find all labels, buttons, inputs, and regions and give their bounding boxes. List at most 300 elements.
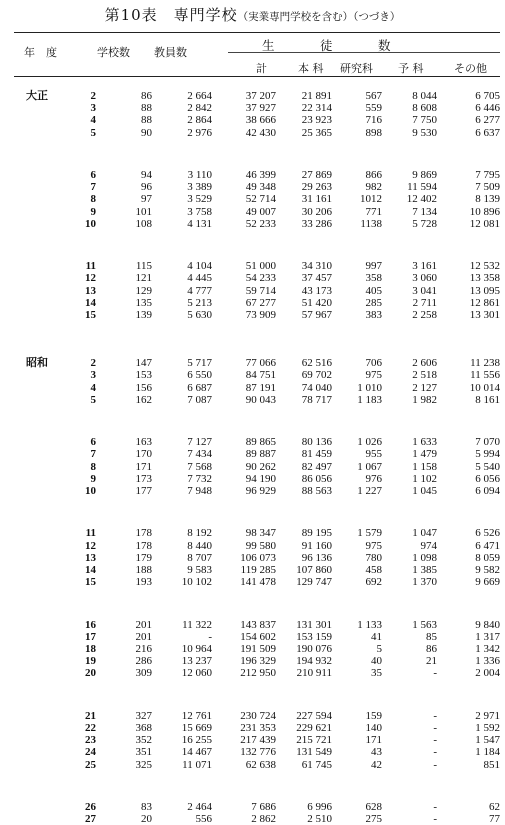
row-year: 4: [90, 114, 96, 127]
row-teachers: 3 758: [187, 205, 212, 218]
row-other: 9 582: [475, 564, 500, 577]
row-schools: 20: [141, 813, 152, 825]
row-era: [14, 710, 48, 722]
row-year: 27: [85, 813, 96, 825]
table-title: [0, 4, 505, 25]
row-other: 12 532: [469, 260, 500, 273]
row-regular: 194 932: [296, 655, 332, 668]
group-spacer: [14, 139, 500, 169]
table-row: [14, 734, 500, 746]
row-schools: 368: [135, 722, 152, 735]
header-regular: 本 科: [298, 62, 324, 75]
row-research: 976: [365, 472, 382, 485]
row-research: 5: [376, 643, 382, 656]
row-research: 780: [365, 551, 382, 564]
row-preparatory: -: [433, 722, 437, 735]
row-other: 6 277: [475, 114, 500, 127]
row-regular: 34 310: [301, 260, 332, 273]
row-schools: 163: [135, 436, 152, 449]
row-teachers: 4 445: [187, 272, 212, 285]
row-total: 99 580: [245, 539, 276, 552]
row-era: [14, 540, 48, 552]
row-research: 1012: [360, 193, 382, 206]
row-year: 4: [90, 381, 96, 394]
row-schools: 178: [135, 539, 152, 552]
row-schools: 216: [135, 643, 152, 656]
row-regular: 22 314: [301, 102, 332, 115]
row-era: [14, 734, 48, 746]
row-regular: 82 497: [301, 460, 332, 473]
row-regular: 33 286: [301, 217, 332, 230]
row-total: 89 887: [245, 448, 276, 461]
row-other: 7 509: [475, 181, 500, 194]
row-total: 7 686: [251, 801, 276, 814]
table-row: [14, 801, 500, 813]
row-schools: 108: [135, 217, 152, 230]
row-total: 119 285: [240, 564, 276, 577]
row-schools: 86: [141, 90, 152, 102]
row-schools: 309: [135, 667, 152, 680]
row-era: [14, 461, 48, 473]
row-research: 405: [365, 284, 382, 297]
row-schools: 90: [141, 126, 152, 139]
row-era: [14, 619, 48, 631]
row-year: 11: [85, 527, 96, 540]
row-era: [14, 813, 48, 825]
row-teachers: 8 192: [187, 527, 212, 540]
row-preparatory: 1 385: [412, 564, 437, 577]
row-year: 3: [90, 102, 96, 115]
row-year: 2: [90, 357, 96, 370]
row-schools: 101: [135, 205, 152, 218]
row-era: 大正: [26, 90, 48, 102]
table-row: [14, 193, 500, 205]
row-other: 1 342: [475, 643, 500, 656]
row-total: 49 348: [245, 181, 276, 194]
row-research: 692: [365, 576, 382, 589]
row-total: 143 837: [240, 618, 276, 631]
row-research: 1 183: [357, 393, 382, 406]
table-row: [14, 218, 500, 230]
row-research: 159: [365, 709, 382, 722]
row-era: [14, 655, 48, 667]
group-spacer: [14, 321, 500, 357]
row-preparatory: 86: [426, 643, 437, 656]
row-research: 866: [365, 169, 382, 181]
row-other: 851: [483, 758, 500, 771]
row-other: 13 095: [469, 284, 500, 297]
row-other: 1 336: [475, 655, 500, 668]
row-other: 12 081: [469, 217, 500, 230]
row-research: 1 579: [357, 527, 382, 540]
row-year: 25: [85, 758, 96, 771]
row-era: [14, 527, 48, 539]
row-other: 2 971: [475, 709, 500, 722]
row-year: 22: [85, 722, 96, 735]
header-research: 研究科: [340, 62, 373, 75]
row-total: 46 399: [245, 169, 276, 181]
row-regular: 61 745: [301, 758, 332, 771]
table-row: [14, 710, 500, 722]
row-research: 716: [365, 114, 382, 127]
row-research: 383: [365, 309, 382, 322]
row-total: 191 509: [240, 643, 276, 656]
row-regular: 62 516: [301, 357, 332, 370]
row-era: [14, 260, 48, 272]
table-row: [14, 746, 500, 758]
row-preparatory: -: [433, 746, 437, 759]
row-schools: 139: [135, 309, 152, 322]
row-year: 18: [85, 643, 96, 656]
header-bottom-rule: [14, 76, 500, 77]
row-schools: 88: [141, 114, 152, 127]
group-spacer-cell: [14, 406, 500, 436]
group-spacer-cell: [14, 139, 500, 169]
row-teachers: 12 761: [181, 709, 212, 722]
row-schools: 173: [135, 472, 152, 485]
row-teachers: 2 976: [187, 126, 212, 139]
table-row: [14, 564, 500, 576]
row-total: 52 233: [245, 217, 276, 230]
table-row: [14, 309, 500, 321]
row-schools: 327: [135, 709, 152, 722]
row-era: [14, 369, 48, 381]
row-research: 898: [365, 126, 382, 139]
row-year: 24: [85, 746, 96, 759]
table-row: [14, 297, 500, 309]
row-other: 11 238: [470, 357, 500, 370]
row-year: 7: [90, 448, 96, 461]
row-year: 5: [90, 126, 96, 139]
row-research: 982: [365, 181, 382, 194]
table-row: [14, 260, 500, 272]
row-schools: 94: [141, 169, 152, 181]
table-row: [14, 619, 500, 631]
row-schools: 201: [135, 630, 152, 643]
table-row: [14, 813, 500, 825]
row-year: 3: [90, 369, 96, 382]
row-regular: 57 967: [301, 309, 332, 322]
row-total: 37 927: [245, 102, 276, 115]
row-total: 52 714: [245, 193, 276, 206]
row-preparatory: 5 728: [412, 217, 437, 230]
row-other: 9 840: [475, 618, 500, 631]
table-row: [14, 527, 500, 539]
row-schools: 325: [135, 758, 152, 771]
row-total: 42 430: [245, 126, 276, 139]
row-teachers: 2 864: [187, 114, 212, 127]
row-research: 567: [365, 90, 382, 102]
row-preparatory: 1 479: [412, 448, 437, 461]
row-teachers: 7 948: [187, 485, 212, 498]
row-year: 5: [90, 393, 96, 406]
row-teachers: 11 322: [182, 618, 212, 631]
table-row: [14, 461, 500, 473]
row-schools: 96: [141, 181, 152, 194]
group-spacer: [14, 771, 500, 801]
row-regular: 51 420: [301, 296, 332, 309]
row-preparatory: 21: [426, 655, 437, 668]
row-other: 5 994: [475, 448, 500, 461]
table-row: [14, 759, 500, 771]
row-research: 955: [365, 448, 382, 461]
row-regular: 227 594: [296, 709, 332, 722]
row-total: 94 190: [245, 472, 276, 485]
row-preparatory: 1 370: [412, 576, 437, 589]
row-schools: 83: [141, 801, 152, 814]
row-era: [14, 272, 48, 284]
row-year: 10: [85, 485, 96, 498]
row-preparatory: 3 161: [412, 260, 437, 273]
row-schools: 147: [135, 357, 152, 370]
row-year: 14: [85, 296, 96, 309]
row-total: 84 751: [245, 369, 276, 382]
row-preparatory: 3 041: [412, 284, 437, 297]
row-year: 23: [85, 734, 96, 747]
row-regular: 131 301: [296, 618, 332, 631]
row-schools: 177: [135, 485, 152, 498]
row-schools: 193: [135, 576, 152, 589]
row-schools: 156: [135, 381, 152, 394]
row-era: [14, 181, 48, 193]
row-research: 358: [365, 272, 382, 285]
row-preparatory: 9 869: [412, 169, 437, 181]
row-teachers: 2 664: [187, 90, 212, 102]
row-era: [14, 206, 48, 218]
table-row: [14, 369, 500, 381]
group-spacer: [14, 588, 500, 618]
row-year: 14: [85, 564, 96, 577]
row-regular: 43 173: [301, 284, 332, 297]
row-total: 54 233: [245, 272, 276, 285]
row-era: [14, 485, 48, 497]
row-regular: 89 195: [301, 527, 332, 540]
row-teachers: 3 529: [187, 193, 212, 206]
table-row: [14, 114, 500, 126]
row-era: 昭和: [26, 357, 48, 370]
row-teachers: 4 131: [187, 217, 212, 230]
row-total: 89 865: [245, 436, 276, 449]
row-regular: 6 996: [307, 801, 332, 814]
row-total: 154 602: [240, 630, 276, 643]
table-row: [14, 90, 500, 102]
row-year: 16: [85, 618, 96, 631]
row-schools: 352: [135, 734, 152, 747]
row-other: 9 669: [475, 576, 500, 589]
row-other: 1 592: [475, 722, 500, 735]
row-era: [14, 218, 48, 230]
row-regular: 78 717: [301, 393, 332, 406]
row-era: [14, 394, 48, 406]
row-year: 10: [85, 217, 96, 230]
row-regular: 29 263: [301, 181, 332, 194]
group-spacer-cell: [14, 230, 500, 260]
row-year: 26: [85, 801, 96, 814]
row-research: 997: [365, 260, 382, 273]
row-era: [14, 285, 48, 297]
row-year: 6: [90, 436, 96, 449]
row-teachers: 6 687: [187, 381, 212, 394]
row-teachers: -: [208, 630, 212, 643]
row-teachers: 6 550: [187, 369, 212, 382]
row-era: [14, 631, 48, 643]
row-era: [14, 114, 48, 126]
row-research: 1138: [360, 217, 382, 230]
row-other: 6 526: [475, 527, 500, 540]
row-year: 8: [90, 460, 96, 473]
table-row: [14, 102, 500, 114]
header-top-rule: [14, 32, 500, 33]
row-schools: 188: [135, 564, 152, 577]
row-preparatory: 1 098: [412, 551, 437, 564]
row-regular: 107 860: [296, 564, 332, 577]
row-year: 13: [85, 551, 96, 564]
row-research: 1 227: [357, 485, 382, 498]
row-year: 15: [85, 309, 96, 322]
row-regular: 190 076: [296, 643, 332, 656]
row-other: 12 861: [469, 296, 500, 309]
row-regular: 27 869: [301, 169, 332, 181]
row-total: 37 207: [245, 90, 276, 102]
row-year: 12: [85, 539, 96, 552]
group-spacer-cell: [14, 321, 500, 357]
row-regular: 210 911: [296, 667, 332, 680]
table-row: [14, 655, 500, 667]
row-preparatory: -: [433, 801, 437, 814]
table-row: [14, 127, 500, 139]
table-row: [14, 576, 500, 588]
header-schools: 学校数: [97, 46, 130, 59]
row-teachers: 13 237: [181, 655, 212, 668]
row-research: 1 133: [357, 618, 382, 631]
row-era: [14, 473, 48, 485]
row-total: 87 191: [245, 381, 276, 394]
row-teachers: 4 104: [187, 260, 212, 273]
group-spacer: [14, 406, 500, 436]
row-total: 106 073: [240, 551, 276, 564]
row-preparatory: 8 044: [412, 90, 437, 102]
row-schools: 115: [135, 260, 152, 273]
row-other: 8 059: [475, 551, 500, 564]
row-era: [14, 722, 48, 734]
row-regular: 23 923: [301, 114, 332, 127]
table-row: [14, 631, 500, 643]
row-era: [14, 643, 48, 655]
row-year: 9: [90, 472, 96, 485]
row-year: 13: [85, 284, 96, 297]
table-row: [14, 206, 500, 218]
row-preparatory: 1 158: [412, 460, 437, 473]
row-research: 975: [365, 539, 382, 552]
row-era: [14, 297, 48, 309]
row-other: 11 556: [470, 369, 500, 382]
row-research: 1 026: [357, 436, 382, 449]
row-other: 7 795: [475, 169, 500, 181]
row-schools: 121: [135, 272, 152, 285]
row-schools: 351: [135, 746, 152, 759]
row-schools: 170: [135, 448, 152, 461]
group-spacer-cell: [14, 497, 500, 527]
row-schools: 129: [135, 284, 152, 297]
row-total: 132 776: [240, 746, 276, 759]
row-schools: 88: [141, 102, 152, 115]
row-year: 9: [90, 205, 96, 218]
row-preparatory: -: [433, 709, 437, 722]
row-research: 1 067: [357, 460, 382, 473]
row-preparatory: 1 563: [412, 618, 437, 631]
row-total: 2 862: [251, 813, 276, 825]
row-preparatory: 1 047: [412, 527, 437, 540]
row-total: 62 638: [245, 758, 276, 771]
row-era: [14, 801, 48, 813]
group-spacer: [14, 230, 500, 260]
row-regular: 80 136: [301, 436, 332, 449]
row-research: 285: [365, 296, 382, 309]
row-other: 6 094: [475, 485, 500, 498]
row-era: [14, 667, 48, 679]
row-year: 7: [90, 181, 96, 194]
row-preparatory: 8 608: [412, 102, 437, 115]
row-preparatory: 1 982: [412, 393, 437, 406]
row-other: 10 896: [469, 205, 500, 218]
header-total: 計: [256, 62, 267, 75]
row-teachers: 556: [195, 813, 212, 825]
row-teachers: 2 464: [187, 801, 212, 814]
row-regular: 229 621: [296, 722, 332, 735]
row-other: 8 161: [475, 393, 500, 406]
row-teachers: 12 060: [181, 667, 212, 680]
row-preparatory: 1 045: [412, 485, 437, 498]
row-schools: 153: [135, 369, 152, 382]
row-total: 90 043: [245, 393, 276, 406]
row-total: 217 439: [240, 734, 276, 747]
row-preparatory: 1 633: [412, 436, 437, 449]
row-preparatory: -: [433, 813, 437, 825]
table-row: [14, 169, 500, 181]
row-total: 67 277: [245, 296, 276, 309]
row-preparatory: 1 102: [412, 472, 437, 485]
row-total: 230 724: [240, 709, 276, 722]
row-preparatory: 2 127: [412, 381, 437, 394]
row-research: 43: [371, 746, 382, 759]
row-regular: 153 159: [296, 630, 332, 643]
row-total: 96 929: [245, 485, 276, 498]
row-research: 171: [365, 734, 382, 747]
row-teachers: 10 102: [181, 576, 212, 589]
row-total: 212 950: [240, 667, 276, 680]
row-schools: 135: [135, 296, 152, 309]
row-era: [14, 193, 48, 205]
row-teachers: 14 467: [181, 746, 212, 759]
row-other: 10 014: [469, 381, 500, 394]
row-research: 1 010: [357, 381, 382, 394]
row-regular: 21 891: [301, 90, 332, 102]
row-regular: 25 365: [301, 126, 332, 139]
row-other: 13 358: [469, 272, 500, 285]
row-schools: 162: [135, 393, 152, 406]
row-research: 140: [365, 722, 382, 735]
row-total: 51 000: [245, 260, 276, 273]
row-regular: 215 721: [296, 734, 332, 747]
row-other: 6 446: [475, 102, 500, 115]
row-preparatory: 7 134: [412, 205, 437, 218]
row-era: [14, 564, 48, 576]
row-regular: 86 056: [301, 472, 332, 485]
row-year: 19: [85, 655, 96, 668]
row-research: 628: [365, 801, 382, 814]
row-era: [14, 382, 48, 394]
row-teachers: 5 717: [187, 357, 212, 370]
